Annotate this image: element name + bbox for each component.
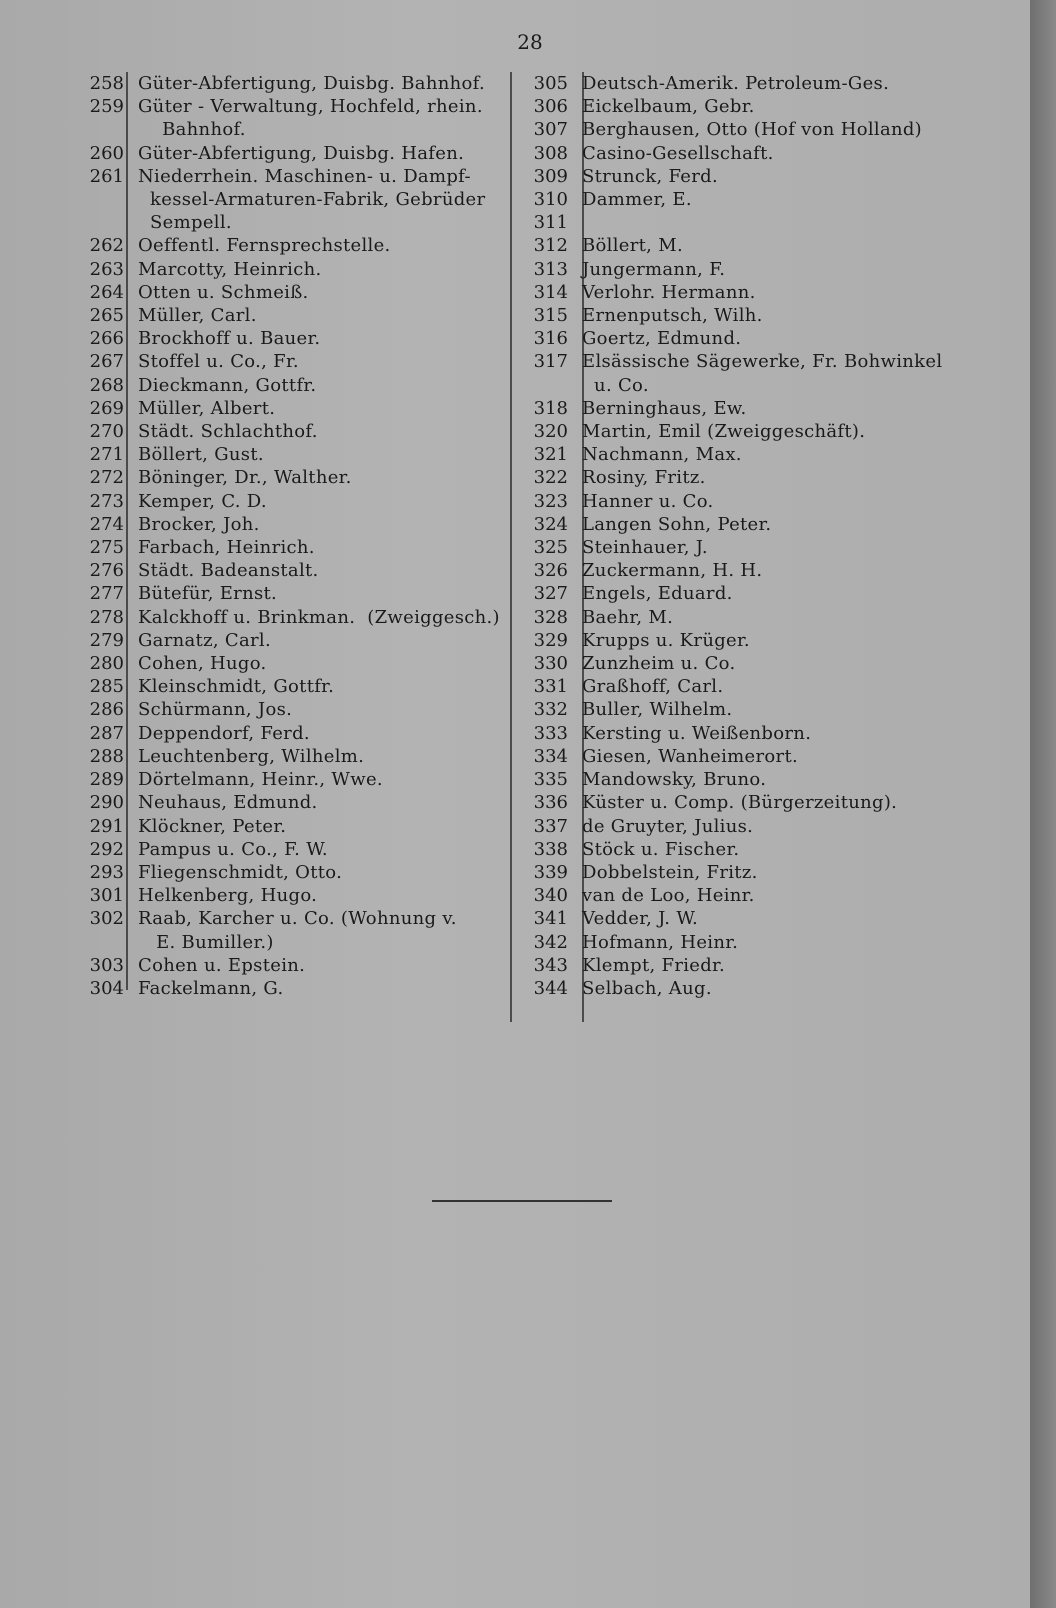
page-edge	[1030, 0, 1056, 1608]
list-item	[78, 791, 522, 814]
entry-number: 317	[533, 351, 568, 373]
entry-number: 335	[533, 769, 568, 791]
list-item	[518, 931, 988, 954]
list-item	[78, 559, 522, 582]
entry-text: Hanner u. Co.	[582, 490, 714, 512]
list-item	[78, 861, 522, 884]
list-item	[518, 211, 988, 234]
entry-number: 316	[533, 328, 568, 350]
entry-text: Mandowsky, Bruno.	[582, 769, 767, 791]
list-item	[78, 234, 522, 257]
entry-number: 320	[533, 421, 568, 443]
entry-text: Verlohr. Hermann.	[582, 281, 756, 303]
entry-text: Raab, Karcher u. Co. (Wohnung v. E. Bumiller.)	[138, 908, 457, 953]
list-item	[518, 698, 988, 721]
entry-number: 274	[89, 513, 124, 535]
entry-number: 262	[89, 235, 124, 257]
list-item	[518, 536, 988, 559]
list-item	[518, 165, 988, 188]
entry-text: Helkenberg, Hugo.	[138, 885, 318, 907]
entry-number: 261	[89, 165, 124, 187]
entry-number: 326	[533, 560, 568, 582]
entry-number: 264	[89, 281, 124, 303]
list-item	[78, 675, 522, 698]
entry-number: 266	[89, 328, 124, 350]
list-item	[518, 745, 988, 768]
entry-number: 260	[89, 142, 124, 164]
entry-text: Müller, Carl.	[138, 305, 257, 327]
entry-number: 344	[533, 977, 568, 999]
list-item	[518, 281, 988, 304]
entry-text: Müller, Albert.	[138, 397, 276, 419]
list-item	[78, 652, 522, 675]
list-item	[78, 629, 522, 652]
list-item	[78, 954, 522, 977]
entry-text: Dobbelstein, Fritz.	[582, 861, 758, 883]
entry-number: 265	[89, 305, 124, 327]
entry-number: 340	[533, 885, 568, 907]
entry-number: 332	[533, 699, 568, 721]
entry-number: 330	[533, 653, 568, 675]
entry-number: 302	[89, 908, 124, 930]
list-item	[518, 95, 988, 118]
entry-text: Hofmann, Heinr.	[582, 931, 739, 953]
list-item	[78, 884, 522, 907]
entry-text: Goertz, Edmund.	[582, 328, 742, 350]
entry-text: Stoffel u. Co., Fr.	[138, 351, 299, 373]
entry-number: 342	[533, 931, 568, 953]
left-column	[78, 72, 522, 1000]
list-item	[518, 606, 988, 629]
entry-number: 337	[533, 815, 568, 837]
entry-text: Güter-Abfertigung, Duisbg. Bahnhof.	[138, 73, 485, 94]
list-item	[518, 420, 988, 443]
entry-text: Neuhaus, Edmund.	[138, 792, 318, 814]
entry-number: 334	[533, 745, 568, 767]
list-item	[518, 791, 988, 814]
list-item	[518, 884, 988, 907]
entry-text: Zunzheim u. Co.	[582, 653, 736, 675]
list-item	[518, 397, 988, 420]
list-item	[518, 861, 988, 884]
list-item	[78, 350, 522, 373]
list-item	[78, 698, 522, 721]
list-item	[78, 582, 522, 605]
entry-text: Bütefür, Ernst.	[138, 583, 278, 605]
entry-number: 275	[89, 537, 124, 559]
entry-text: Städt. Badeanstalt.	[138, 560, 319, 582]
list-item	[78, 327, 522, 350]
entry-text: Strunck, Ferd.	[582, 165, 718, 187]
list-item	[518, 838, 988, 861]
entry-text: Güter-Abfertigung, Duisbg. Hafen.	[138, 142, 465, 164]
entry-text: Dammer, E.	[582, 189, 692, 211]
entry-text: Giesen, Wanheimerort.	[582, 745, 798, 767]
entry-text: Berghausen, Otto (Hof von Holland)	[582, 119, 923, 141]
list-item	[78, 258, 522, 281]
entry-number: 271	[89, 444, 124, 466]
list-item	[518, 142, 988, 165]
entry-text: Garnatz, Carl.	[138, 629, 271, 651]
list-item	[78, 490, 522, 513]
entry-number: 290	[89, 792, 124, 814]
entry-number: 338	[533, 838, 568, 860]
list-item	[518, 675, 988, 698]
list-item	[78, 606, 522, 629]
entry-text: Dörtelmann, Heinr., Wwe.	[138, 769, 383, 791]
entry-number: 259	[89, 96, 124, 118]
entry-number: 285	[89, 676, 124, 698]
entry-number: 333	[533, 722, 568, 744]
list-item	[518, 188, 988, 211]
entry-number: 311	[533, 212, 568, 234]
entry-number: 321	[533, 444, 568, 466]
entry-text: Küster u. Comp. (Bürgerzeitung).	[582, 792, 898, 814]
entry-text: Niederrhein. Maschinen- u. Dampf- kessel-Armaturen-Fabrik, Gebrüder Sempell.	[138, 165, 486, 234]
list-item	[518, 722, 988, 745]
entry-text: Böllert, Gust.	[138, 444, 264, 466]
entry-number: 301	[89, 885, 124, 907]
entry-text: Nachmann, Max.	[582, 444, 742, 466]
entry-text: Stöck u. Fischer.	[582, 838, 740, 860]
entry-text: Klöckner, Peter.	[138, 815, 287, 837]
entry-number: 277	[89, 583, 124, 605]
entry-text: Eickelbaum, Gebr.	[582, 96, 755, 118]
entry-text: van de Loo, Heinr.	[582, 885, 755, 907]
list-item	[78, 281, 522, 304]
entry-text: de Gruyter, Julius.	[582, 815, 754, 837]
entry-text: Klempt, Friedr.	[582, 954, 725, 976]
list-item	[518, 582, 988, 605]
list-item	[78, 977, 522, 1000]
entry-number: 329	[533, 629, 568, 651]
list-item	[78, 722, 522, 745]
list-item	[518, 118, 988, 141]
list-item	[78, 95, 522, 141]
entry-text: Engels, Eduard.	[582, 583, 733, 605]
entry-number: 269	[89, 397, 124, 419]
entry-number: 270	[89, 421, 124, 443]
entry-number: 336	[533, 792, 568, 814]
entry-text: Dieckmann, Gottfr.	[138, 374, 317, 396]
entry-text: Elsässische Sägewerke, Fr. Bohwinkel u. Co.	[582, 351, 943, 396]
list-item	[518, 234, 988, 257]
entry-number: 328	[533, 606, 568, 628]
entry-text: Vedder, J. W.	[582, 908, 699, 930]
entry-number: 339	[533, 861, 568, 883]
entry-number: 258	[89, 73, 124, 94]
list-item	[78, 142, 522, 165]
entry-text: Jungermann, F.	[582, 258, 726, 280]
entry-number: 272	[89, 467, 124, 489]
entry-number: 267	[89, 351, 124, 373]
list-item	[518, 466, 988, 489]
list-item	[518, 629, 988, 652]
entry-number: 308	[533, 142, 568, 164]
entry-number: 307	[533, 119, 568, 141]
entry-number: 306	[533, 96, 568, 118]
list-item	[78, 165, 522, 235]
list-item	[518, 513, 988, 536]
list-item	[518, 977, 988, 1000]
list-item	[518, 559, 988, 582]
entry-text: Pampus u. Co., F. W.	[138, 838, 328, 860]
list-item	[518, 652, 988, 675]
entry-number: 327	[533, 583, 568, 605]
entry-text: Güter - Verwaltung, Hochfeld, rhein. Bahnhof.	[138, 96, 483, 141]
entry-number: 325	[533, 537, 568, 559]
entry-number: 278	[89, 606, 124, 628]
entry-number: 293	[89, 861, 124, 883]
entry-text: Ernenputsch, Wilh.	[582, 305, 763, 327]
list-item	[518, 954, 988, 977]
entry-text: Zuckermann, H. H.	[582, 560, 763, 582]
entry-text: Graßhoff, Carl.	[582, 676, 724, 698]
list-item	[518, 907, 988, 930]
entry-number: 341	[533, 908, 568, 930]
entry-number: 276	[89, 560, 124, 582]
entry-text: Kleinschmidt, Gottfr.	[138, 676, 335, 698]
entry-text: Berninghaus, Ew.	[582, 397, 747, 419]
entry-text: Kalckhoff u. Brinkman. (Zweiggesch.)	[138, 606, 500, 628]
entry-number: 310	[533, 189, 568, 211]
list-item	[78, 513, 522, 536]
entry-number: 331	[533, 676, 568, 698]
list-item	[518, 327, 988, 350]
entry-number: 263	[89, 258, 124, 280]
entry-number: 280	[89, 653, 124, 675]
list-item	[78, 536, 522, 559]
entry-number: 323	[533, 490, 568, 512]
entry-number: 291	[89, 815, 124, 837]
entry-number: 312	[533, 235, 568, 257]
entry-text: Steinhauer, J.	[582, 537, 708, 559]
entry-text: Baehr, M.	[582, 606, 674, 628]
entry-text: Fackelmann, G.	[138, 977, 284, 999]
entry-number: 273	[89, 490, 124, 512]
entry-number: 314	[533, 281, 568, 303]
list-item	[78, 420, 522, 443]
entry-text: Böllert, M.	[582, 235, 683, 257]
entry-number: 279	[89, 629, 124, 651]
entry-number: 343	[533, 954, 568, 976]
entry-text: Langen Sohn, Peter.	[582, 513, 772, 535]
entry-text: Cohen, Hugo.	[138, 653, 267, 675]
list-item	[78, 838, 522, 861]
entry-text: Casino-Gesellschaft.	[582, 142, 774, 164]
entry-text: Buller, Wilhelm.	[582, 699, 733, 721]
page-number: 28	[517, 30, 543, 54]
entry-text: Selbach, Aug.	[582, 977, 712, 999]
entry-number: 305	[533, 73, 568, 94]
list-item	[78, 466, 522, 489]
entry-number: 286	[89, 699, 124, 721]
horizontal-rule	[432, 1200, 612, 1202]
entry-number: 268	[89, 374, 124, 396]
list-item	[518, 258, 988, 281]
list-item	[78, 443, 522, 466]
list-item	[78, 745, 522, 768]
list-item	[518, 490, 988, 513]
entry-number: 289	[89, 769, 124, 791]
list-item	[78, 72, 522, 95]
entry-number: 318	[533, 397, 568, 419]
entry-text: Otten u. Schmeiß.	[138, 281, 309, 303]
entry-number: 313	[533, 258, 568, 280]
entry-text: Cohen u. Epstein.	[138, 954, 306, 976]
list-item	[78, 374, 522, 397]
list-item	[78, 815, 522, 838]
entry-text: Kersting u. Weißenborn.	[582, 722, 812, 744]
entry-number: 292	[89, 838, 124, 860]
entry-number: 315	[533, 305, 568, 327]
entry-text: Oeffentl. Fernsprechstelle.	[138, 235, 391, 257]
entry-text: Brockhoff u. Bauer.	[138, 328, 321, 350]
list-item	[518, 768, 988, 791]
list-item	[78, 907, 522, 953]
entry-text: Deppendorf, Ferd.	[138, 722, 310, 744]
entry-text: Martin, Emil (Zweiggeschäft).	[582, 421, 866, 443]
entry-text: Farbach, Heinrich.	[138, 537, 315, 559]
list-item	[78, 304, 522, 327]
entry-text: Städt. Schlachthof.	[138, 421, 318, 443]
entry-number: 288	[89, 745, 124, 767]
entry-text: Schürmann, Jos.	[138, 699, 293, 721]
entry-text: Marcotty, Heinrich.	[138, 258, 322, 280]
entry-number: 324	[533, 513, 568, 535]
list-item	[78, 397, 522, 420]
entry-text: Böninger, Dr., Walther.	[138, 467, 352, 489]
entry-text: Deutsch-Amerik. Petroleum-Ges.	[582, 73, 890, 94]
entry-number: 304	[89, 977, 124, 999]
entry-text: Brocker, Joh.	[138, 513, 260, 535]
entry-text: Fliegenschmidt, Otto.	[138, 861, 343, 883]
list-item	[518, 815, 988, 838]
entry-text: Leuchtenberg, Wilhelm.	[138, 745, 365, 767]
list-item	[518, 350, 988, 396]
entry-number: 303	[89, 954, 124, 976]
entry-text: Rosiny, Fritz.	[582, 467, 706, 489]
entry-number: 287	[89, 722, 124, 744]
entry-text: Krupps u. Krüger.	[582, 629, 750, 651]
entry-number: 309	[533, 165, 568, 187]
list-item	[518, 443, 988, 466]
entry-text: Kemper, C. D.	[138, 490, 267, 512]
list-item	[78, 768, 522, 791]
list-item	[518, 72, 988, 95]
list-item	[518, 304, 988, 327]
entry-number: 322	[533, 467, 568, 489]
right-column	[518, 72, 988, 1000]
